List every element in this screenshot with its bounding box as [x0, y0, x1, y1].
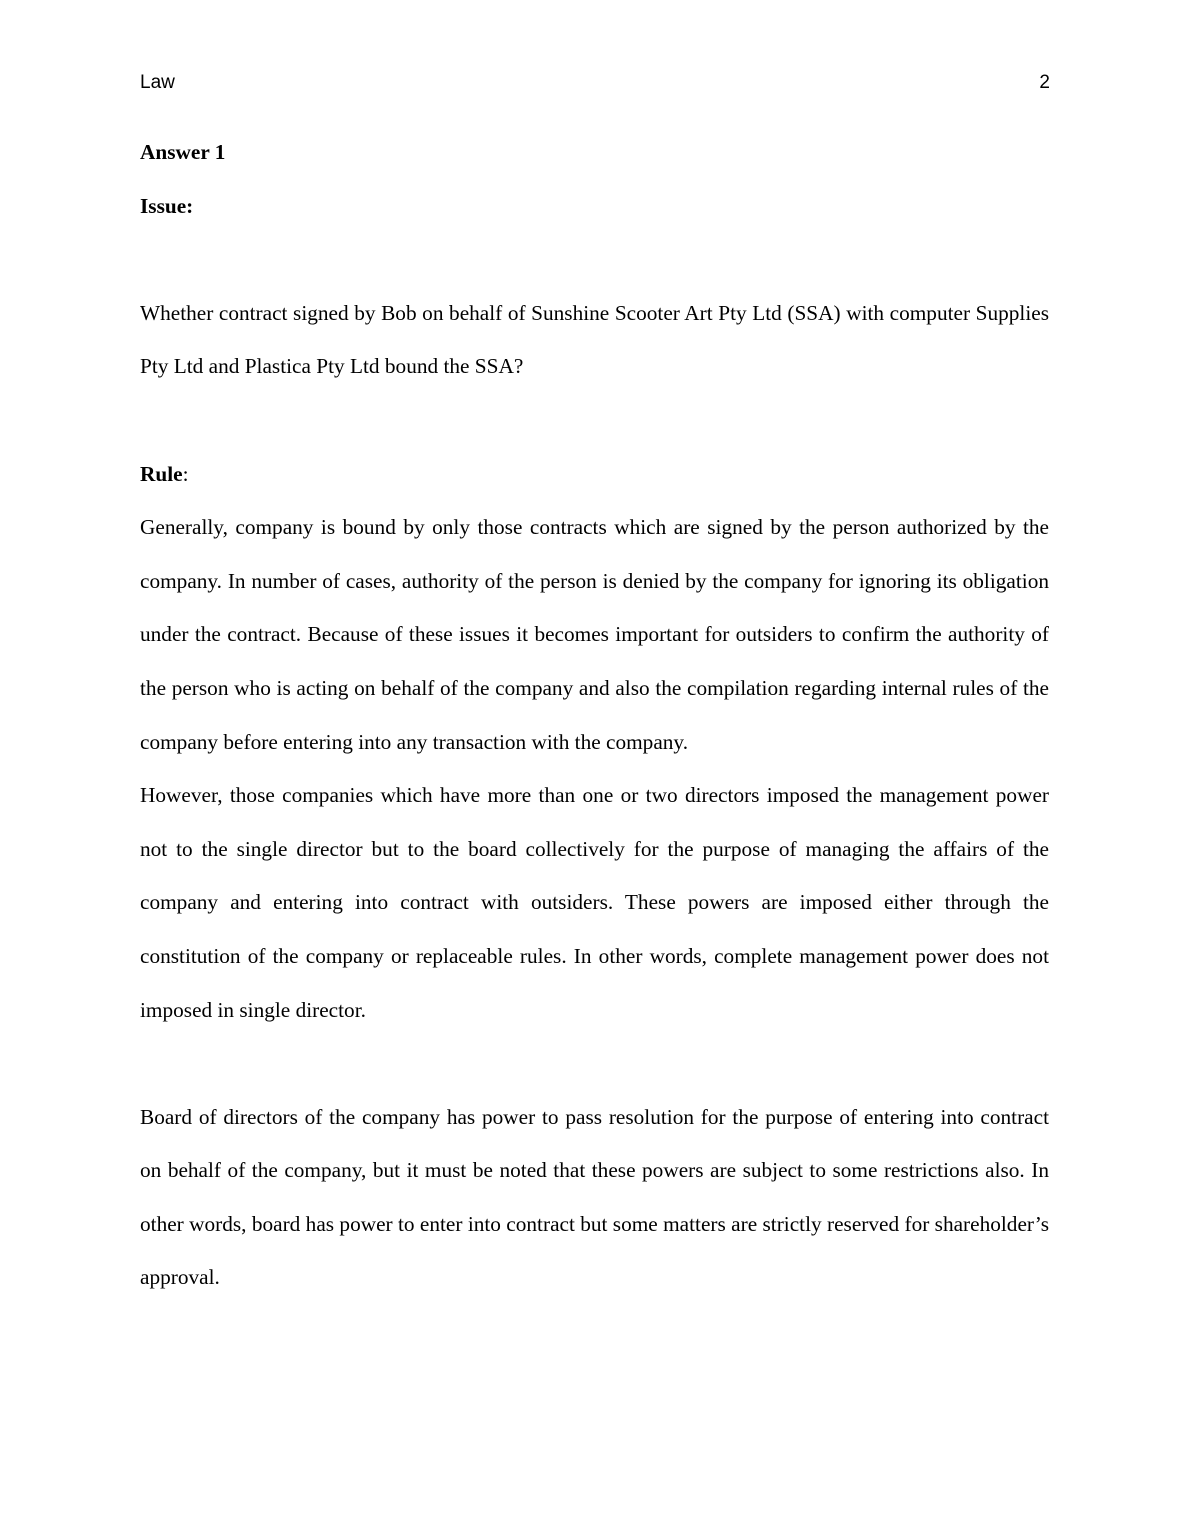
rule-heading: Rule	[140, 461, 183, 486]
rule-heading-colon: :	[182, 461, 189, 486]
rule-paragraph-3: Board of directors of the company has power to pass resolution for the purpose of entering into contract on behalf of the company, but it must be noted that these powers are subject to some restrictions also. In other words, board has power to enter into contract but some matters are strictly reserved for shareholder’s approval.	[140, 1104, 1049, 1290]
blank-line	[140, 394, 1049, 448]
running-header-title: Law	[140, 72, 175, 93]
rule-paragraph-2: However, those companies which have more than one or two directors imposed the management power not to the single director but to the board collectively for the purpose of managing the affairs of the company and entering into contract with outsiders. These powers are imposed either through the constitution of the company or replaceable rules. In other words, complete management power does not imposed in single director.	[140, 783, 1049, 1022]
issue-paragraph: Whether contract signed by Bob on behalf of Sunshine Scooter Art Pty Ltd (SSA) with computer Supplies Pty Ltd and Plastica Pty Ltd bound the SSA?	[140, 300, 1049, 379]
document-body	[140, 126, 1049, 1305]
blank-line	[140, 1037, 1049, 1091]
page-number: 2	[1039, 72, 1050, 93]
issue-heading: Issue:	[140, 193, 194, 218]
rule-heading-line	[140, 448, 1049, 502]
blank-line	[140, 233, 1049, 287]
answer-heading: Answer 1	[140, 140, 226, 164]
rule-paragraph-1: Generally, company is bound by only those contracts which are signed by the person authorized by the company. In number of cases, authority of the person is denied by the company for ignoring its obligation under the contract. Because of these issues it becomes important for outsiders to confirm the authority of the person who is acting on behalf of the company and also the compilation regarding internal rules of the company before entering into any transaction with the company.	[140, 515, 1049, 754]
